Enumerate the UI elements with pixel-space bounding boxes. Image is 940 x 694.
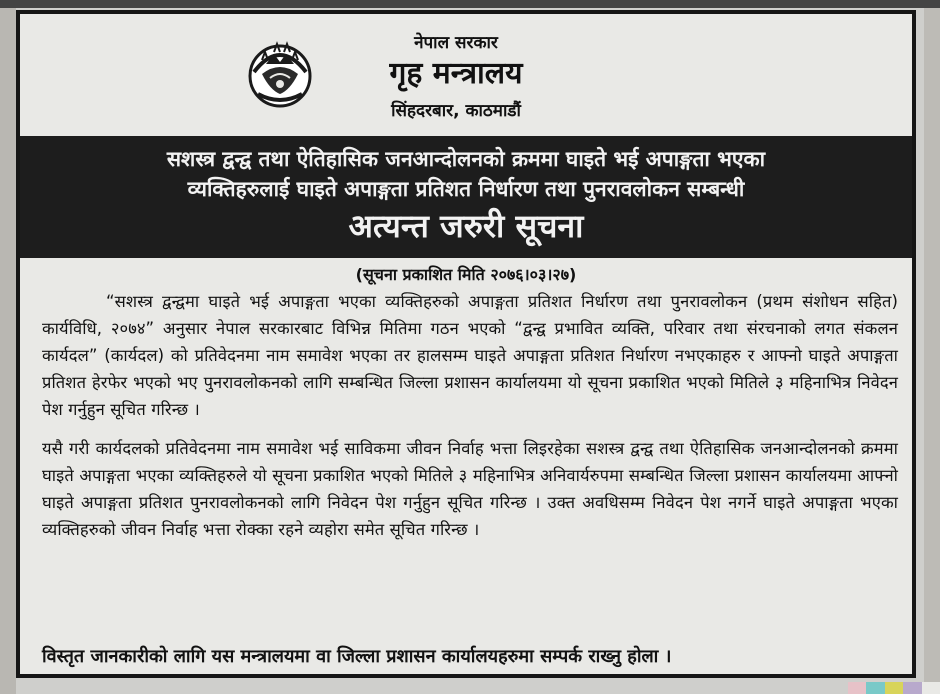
publish-date: (सूचना प्रकाशित मिति २०७६।०३।२७) — [355, 265, 577, 284]
paragraph-1: “सशस्त्र द्वन्द्वमा घाइते भई अपाङ्गता भएका व्यक्तिहरुको अपाङ्गता प्रतिशत निर्धारण तथा पुनरावलोकन (प्रथम संशोधन सहित) कार्यविधि, २०७४” अनुसार नेपाल सरकारबाट विभिन्न मितिमा गठन भएको “द्वन्द्व प्रभावित व्यक्ति, परिवार तथा संरचनाको लगत संकलन कार्यदल” (कार्यदल) को प्रतिवेदनमा नाम समावेश भएका तर हालसम्म घाइते अपाङ्गता प्रतिशत निर्धारण नभएकाहरु र आफ्नो घाइते अपाङ्गता प्रतिशत हेरफेर भएको भए पुनरावलोकनको लागि सम्बन्धित जिल्ला प्रशासन कार्यालयमा यो सूचना प्रकाशित भएको मितिले ३ महिनाभित्र निवेदन पेश गर्नुहुन सूचित गरिन्छ । — [42, 292, 898, 419]
adjacent-newsprint-left — [0, 8, 16, 694]
notice-body — [42, 288, 898, 543]
ministry-name: गृह मन्त्रालय — [389, 56, 523, 91]
title-banner — [20, 136, 912, 258]
print-mark — [866, 682, 884, 694]
ministry-address: सिंहदरबार, काठमाडौं — [391, 101, 521, 121]
notice-title: अत्यन्त जरुरी सूचना — [348, 207, 584, 245]
notice-box — [16, 10, 916, 678]
government-label: नेपाल सरकार — [414, 33, 498, 53]
print-mark — [922, 682, 940, 694]
adjacent-newsprint-right — [924, 8, 940, 694]
nepal-emblem-icon — [244, 38, 316, 110]
closing-line: विस्तृत जानकारीको लागि यस मन्त्रालयमा वा जिल्ला प्रशासन कार्यालयहरुमा सम्पर्क राख्नु होला । — [42, 646, 672, 667]
paragraph-2: यसै गरी कार्यदलको प्रतिवेदनमा नाम समावेश भई साविकमा जीवन निर्वाह भत्ता लिइरहेका सशस्त्र द्वन्द्व तथा ऐतिहासिक जनआन्दोलनको क्रममा घाइते अपाङ्गता भएका व्यक्तिहरुले यो सूचना प्रकाशित भएको मितिले ३ महिनाभित्र अनिवार्यरुपमा सम्बन्धित जिल्ला प्रशासन कार्यालयमा आफ्नो घाइते अपाङ्गता प्रतिशत पुनरावलोकनको लागि निवेदन पेश गर्नुहुन सूचित गरिन्छ । उक्त अवधिसम्म निवेदन पेश नगर्ने घाइते अपाङ्गता भएका व्यक्तिहरुको जीवन निर्वाह भत्ता रोक्का रहने व्यहोरा समेत सूचित गरिन्छ । — [42, 439, 898, 539]
print-mark — [885, 682, 903, 694]
banner-line-1: सशस्त्र द्वन्द्व तथा ऐतिहासिक जनआन्दोलनको क्रममा घाइते भई अपाङ्गता भएका — [166, 147, 766, 171]
print-mark — [848, 682, 866, 694]
header-text-block — [326, 32, 586, 122]
page-edge-top — [0, 0, 940, 8]
print-mark — [903, 682, 921, 694]
banner-line-2: व्यक्तिहरुलाई घाइते अपाङ्गता प्रतिशत निर्धारण तथा पुनरावलोकन सम्बन्धी — [187, 177, 745, 201]
notice-header — [20, 14, 912, 136]
print-registration-bar — [848, 682, 940, 694]
